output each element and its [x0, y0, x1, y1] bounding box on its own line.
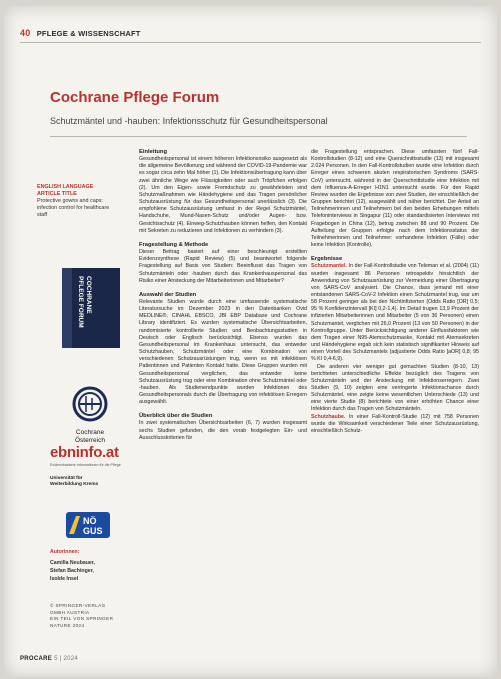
article-title: Cochrane Pflege Forum	[50, 89, 220, 106]
heading-einleitung: Einleitung	[139, 149, 168, 155]
authors-list	[50, 559, 95, 583]
cochrane-line1: Cochrane	[75, 429, 105, 436]
university-logo: Universität für Weiterbildung Krems	[50, 476, 99, 487]
section-name: PFLEGE & WISSENSCHAFT	[36, 29, 141, 38]
author-name: Isolde Insel	[50, 576, 79, 582]
noegus-logo	[66, 512, 110, 543]
magazine-name: PROCARE	[20, 656, 53, 662]
header-rule	[20, 42, 481, 43]
authors-heading: Autorinnen:	[50, 549, 80, 555]
copyright-line: EIN TEIL VON SPRINGER	[50, 616, 114, 621]
paragraph-einleitung: Gesundheitspersonal ist einem höheren Infektionsrisiko ausgesetzt als die allgemeine Bevölkerung und während der COVID-19-Pandemie war es sogar circa zehn Mal höher (1). Die Infektionsübertragung kann über zwei ähnliche Wege wie Flüssigkeiten oder auch Tröpfchen erfolgen (2). Um den Eigen- sowie Fremdschutz zu gewährleisten sind Schutzmaßnahmen wie Händehygiene und das Tragen persönlicher Schutzausrüstung für das Gesundheitspersonal unerlässlich (3). Die empfohlene Schutzausrüstung umfasst in der Regel Schutzmäntel, Handschuhe, Mund-Nasen-Schutz und/oder Augen- bzw. Gesichtsschutz (4). Einweg-Schutzhauben können helfen, den Kontakt mit Sekreten zu reduzieren und Infektionen zu verhindern (3).	[139, 156, 307, 234]
ebninfo-tagline: Evidenzbasierte Informationen für die Pflege	[50, 463, 121, 467]
copyright-line: GMBH AUSTRIA	[50, 609, 90, 615]
page-number: 40	[20, 28, 31, 38]
copyright-line: © SPRINGER-VERLAG	[50, 603, 106, 608]
lead-schutzhaube: Schutzhaube.	[311, 413, 346, 420]
heading-ergebnisse: Ergebnisse	[311, 256, 343, 263]
ebninfo-logo: ebninfo.at	[50, 444, 119, 461]
noegus-text-line1: NÖ	[83, 516, 97, 526]
heading-auswahl: Auswahl der Studien	[139, 291, 197, 298]
book-title-line2: PFLEGE FORUM	[77, 276, 84, 328]
cochrane-emblem-icon	[72, 386, 108, 422]
cochrane-line2: Österreich	[75, 437, 105, 444]
paragraph-fragestellung: Dieser Beitrag basiert auf einer beschleunigt erstellten Evidenzsynthese (Rapid Review) (5) und beantwortet folgende Fragestellung auf Basis von Studien: Beeinflusst das Tragen von Schutzmänteln oder -hauben durch das Krankenhauspersonal das Risiko einer Ansteckung der Mitarbeiterinnen und Mitarbeiter?	[139, 249, 307, 284]
cochrane-logo	[62, 386, 118, 445]
article-subtitle: Schutzmäntel und -hauben: Infektionsschutz für Gesundheitspersonal	[50, 116, 328, 126]
body-column-2	[311, 149, 479, 435]
page-footer	[20, 656, 78, 662]
paragraph-schutzhaube	[311, 414, 479, 435]
running-header	[20, 28, 141, 38]
book-title-line1: COCHRANE	[85, 276, 92, 314]
text-schutzmantel: In der Fall-Kontrollstudie von Teleman et al. (2004) (11) wurden insgesamt 86 Personen retrospektiv hinsichtlich der Anwendung von Schutzausrüstung zur Vermeidung einer Übertragung von SARS-CoV analysiert. Die Chance, dass jemand mit einer entstandenen SARS-CoV-2 Infektion einen Schutzmantel trug, war um 58 Prozent geringer als bei den Nichtinfizierten (Odds Ratio [OR] 0,5; 95 % Konfidenzintervall [KI] 0,2-1,4). Im Detail trugen 13,9 Prozent der infizierten Mitarbeiterinnen und Mitarbeiter (5 von 36 Personen) einen Schutzmantel, verglichen mit 26,0 Prozent (13 von 50 Personen) in der Kontrollgruppe. Unter Berücksichtigung anderer Einflussfaktoren wie dem Tragen einer N95-Atemschutzmaske, Kontakt mit Atemsekreten und Händehygiene ergab sich kein statistisch signifikanter Hinweis auf einen Vorteil des Schutzmantels (adjustierte Odds Ratio [aOR] 0,8; 95 % KI 0,4-6,9).	[311, 263, 479, 363]
english-title-text: Protective gowns and caps: infection control for healthcare staff	[37, 198, 110, 218]
noegus-text-line2: GUS	[83, 526, 103, 536]
book-title	[76, 276, 92, 328]
english-title-heading: ENGLISH LANGUAGE ARTICLE TITLE	[37, 184, 94, 197]
heading-fragestellung: Fragestellung & Methode	[139, 241, 209, 248]
author-name: Camilla Neubauer,	[50, 560, 95, 566]
lead-schutzmantel: Schutzmantel.	[311, 263, 347, 270]
copyright-line: NATURE 2024	[50, 622, 85, 628]
body-column-1	[139, 149, 307, 442]
noegus-emblem-icon	[66, 512, 110, 538]
magazine-page	[4, 6, 497, 677]
paragraph-weitere-studien: Die anderen vier weniger gut gemachten Studien (8-10, 13) berichteten unterschiedliche Effekte bezüglich des Tragens von Schutzmänteln und der Ansteckung mit Infektionserregern. Zwei Studien (9, 10) zeigten eine verringerte Infektionschance durch Schutzmäntel, eine zeigte keine wesentlichen Unterschiede (13) und eine vierte Studie (8) berichtete von einer erhöhten Chance einer Infektion durch das Tragen von Schutzmänteln.	[311, 363, 479, 413]
paragraph-auswahl: Relevante Studien wurde durch eine umfassende systematische Literatursuche im Dezember 2023 in den Datenbanken Ovid MEDLINE®, CINAHL EBSCO, JBI EBP Database und Cochrane Library identifiziert. Es wurden systematische Übersichtsarbeiten, randomisierte kontrollierte Studien und Beobachtungsstudien in Deutsch oder Englisch berücksichtigt. Ebenso wurden das Gesundheitspersonal im Krankenhaus untersucht, das entweder Schutzhauben, Schutzmäntel oder eine Kombination von verschiedenen Schutzausrüstungen trug, wenn es mit infektiösen Patientinnen und Patienten Kontakt hatte. Diese Gruppen wurden mit Gesundheitspersonal verglichen, das entweder keine Schutzausrüstung trug oder eine Kombination ohne Schutzmäntel oder -hauben. Als Studienendpunkte wurden Infektionen des Gesundheitspersonals durch die Übertragung von infektiösen Erregern ausgewählt.	[139, 298, 307, 406]
book-cover-image	[62, 268, 120, 348]
book-spine	[62, 268, 72, 348]
text-schutzhaube: In einer Fall-Kontroll-Studie (12) mit 758 Personen wurde die Wirksamkeit verschiedener Teile einer Schutzausrüstung, einschließlich Schutz-	[311, 413, 479, 434]
author-name: Stefan Bachinger,	[50, 568, 94, 574]
paragraph-schutzmantel	[311, 263, 479, 363]
copyright-notice	[50, 603, 113, 629]
issue-number: 5 | 2024	[54, 656, 79, 662]
cochrane-name	[62, 429, 118, 445]
paragraph-continued: die Fragestellung entsprachen. Diese umfassten fünf Fall-Kontrollstudien (8-12) und eine Querschnittsstudie (13) mit insgesamt 2.024 Personen. In den Fall-Kontrollstudien wurde eine Infektion durch Erreger eines schweren akuten respiratorischen Syndroms (SARS-CoV) untersucht, während in der Querschnittstudie eine Infektion mit dem Influenza-A-Erreger H1N1 untersucht wurde. Für den Rapid Review wurden die Ergebnisse von zwei Studien, der einschließlich der Gruppen berichtet (12), ausgewählt und näher berichtet. Der Anteil an Teilnehmerinnen und Teilnehmern bei den beiden Erhebungen mittels Telefoninterviews in Singapur (11) oder standardisierten Interviews mit Fragebogen in China (12), betrug zwischen 88 und 90 Prozent. Die Aufteilung der Gruppen erfolgte nach dem Infektionsstatus der Teilnehmerinnen und Teilnehmer: vorhandene Infektion (Fälle) oder keine Infektion (Kontrolle).	[311, 149, 479, 249]
paragraph-ueberblick: In zwei systematischen Übersichtsarbeiten (6, 7) wurden insgesamt sechs Studien gefunden, die den vorab festgelegten Ein- und Ausschlusskriterien für	[139, 420, 307, 441]
title-rule	[50, 136, 467, 137]
heading-ueberblick: Überblick über die Studien	[139, 413, 213, 420]
english-title-box	[37, 184, 117, 219]
